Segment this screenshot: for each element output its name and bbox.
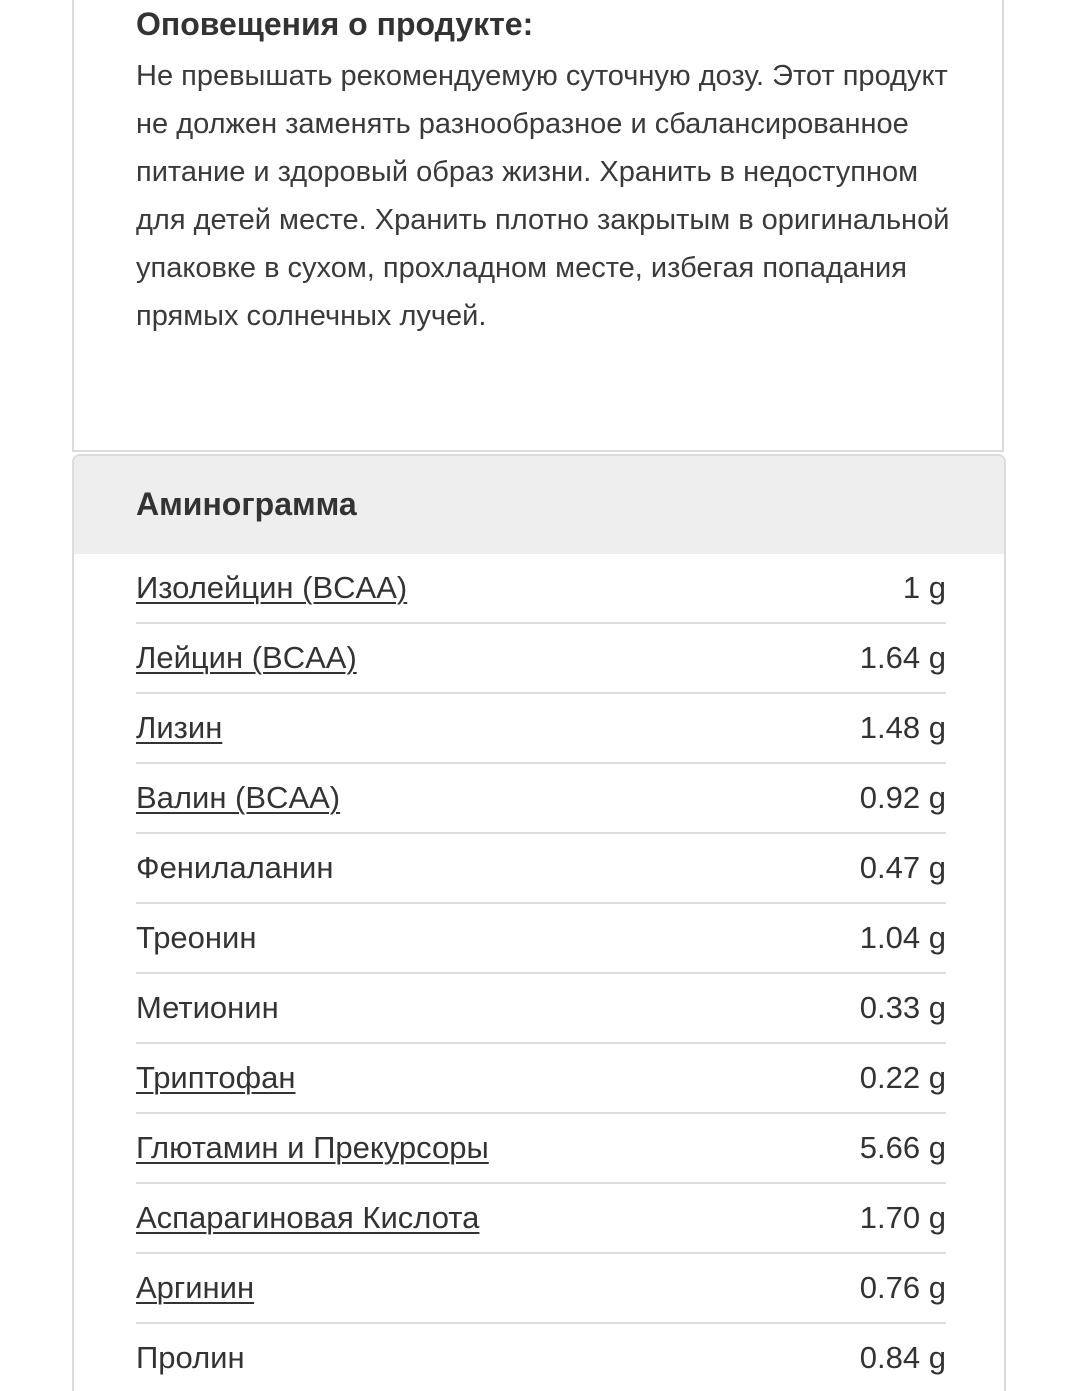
amino-acid-name: Фенилаланин — [136, 850, 334, 885]
amino-acid-value: 1.04 g — [859, 920, 946, 955]
amino-acid-link[interactable]: Глютамин и Прекурсоры — [136, 1130, 489, 1165]
amino-acid-value: 0.92 g — [859, 780, 946, 815]
aminogram-row — [136, 554, 946, 624]
product-alerts-card — [72, 0, 1004, 452]
amino-acid-link[interactable]: Аргинин — [136, 1270, 255, 1305]
amino-acid-name: Метионин — [136, 990, 279, 1025]
amino-acid-value: 1.70 g — [859, 1200, 946, 1235]
aminogram-row — [136, 1184, 946, 1254]
aminogram-row — [136, 694, 946, 764]
aminogram-list — [136, 554, 946, 1391]
aminogram-header — [74, 456, 1004, 554]
amino-acid-value: 0.33 g — [859, 990, 946, 1025]
aminogram-row — [136, 1114, 946, 1184]
aminogram-row — [136, 974, 946, 1044]
aminogram-title: Аминограмма — [136, 486, 357, 522]
amino-acid-link[interactable]: Изолейцин (BCAA) — [136, 570, 408, 605]
aminogram-row — [136, 764, 946, 834]
product-alerts-title: Оповещения о продукте: — [136, 6, 534, 42]
aminogram-row — [136, 834, 946, 904]
amino-acid-link[interactable]: Лизин — [136, 710, 223, 745]
aminogram-card — [72, 454, 1006, 1391]
amino-acid-value: 1.64 g — [859, 640, 946, 675]
amino-acid-value: 1 g — [902, 570, 946, 605]
aminogram-row — [136, 1254, 946, 1324]
amino-acid-link[interactable]: Триптофан — [136, 1060, 296, 1095]
amino-acid-value: 0.84 g — [859, 1340, 946, 1375]
amino-acid-link[interactable]: Лейцин (BCAA) — [136, 640, 357, 675]
amino-acid-value: 0.47 g — [859, 850, 946, 885]
amino-acid-name: Пролин — [136, 1340, 245, 1375]
amino-acid-value: 0.76 g — [859, 1270, 946, 1305]
amino-acid-value: 5.66 g — [859, 1130, 946, 1165]
amino-acid-value: 1.48 g — [859, 710, 946, 745]
amino-acid-value: 0.22 g — [859, 1060, 946, 1095]
amino-acid-link[interactable]: Аспарагиновая Кислота — [136, 1200, 480, 1235]
amino-acid-name: Треонин — [136, 920, 257, 955]
aminogram-row — [136, 1324, 946, 1391]
aminogram-row — [136, 624, 946, 694]
amino-acid-link[interactable]: Валин (BCAA) — [136, 780, 341, 815]
product-alerts-text: Не превышать рекомендуемую суточную дозу. Этот продукт не должен заменять разнообразное и сбалансированное питание и здоровый образ жизни. Хранить в недоступном для детей месте. Хранить плотно закрытым в оригинальной упаковке в сухом, прохладном месте, избегая попадания прямых солнечных лучей. — [136, 60, 950, 332]
aminogram-row — [136, 904, 946, 974]
aminogram-row — [136, 1044, 946, 1114]
